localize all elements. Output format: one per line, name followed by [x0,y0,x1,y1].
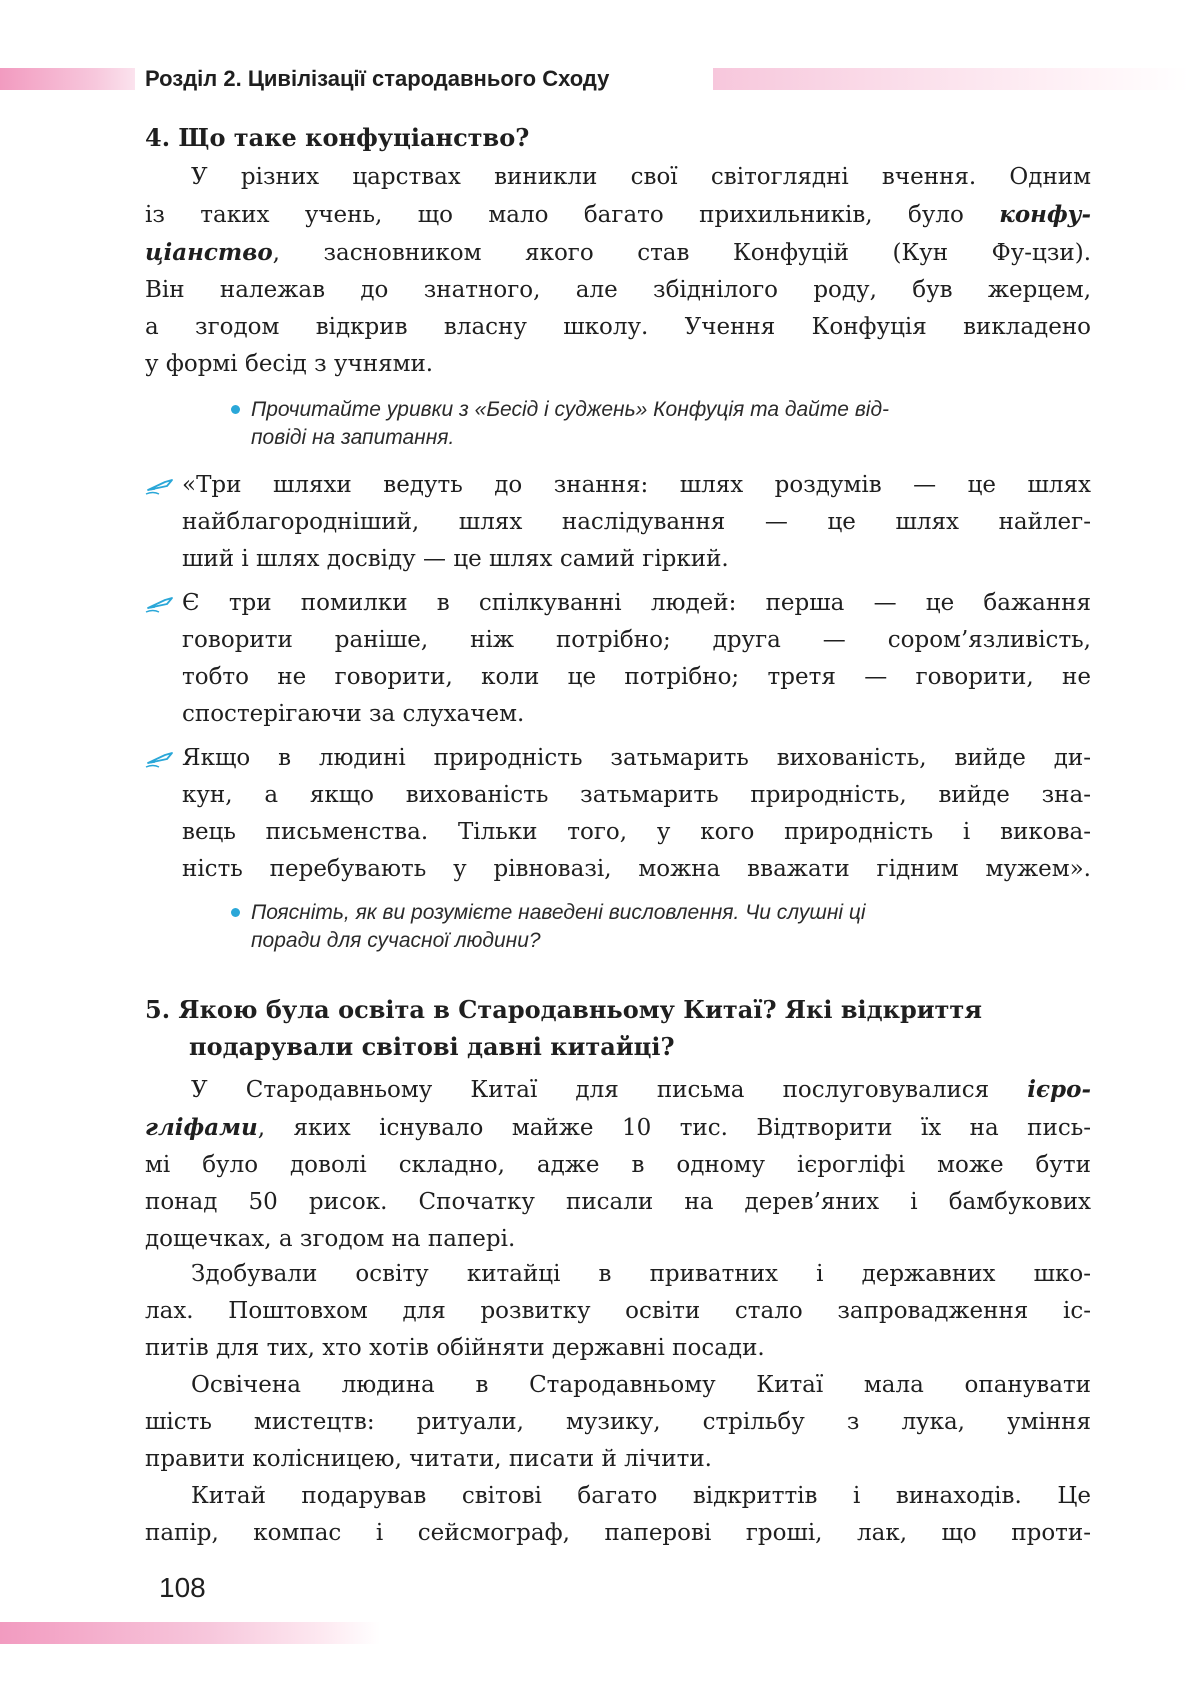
quote-item [145,740,1091,888]
quote-line: Якщо в людині природність затьмарить вихованість, вийде ди- [182,745,1091,771]
quote-line: ший і шлях досвіду — це шлях самий гіркий. [182,546,729,572]
term-hieroglyphs: ієро- [1027,1076,1091,1103]
task-line: повіді на запитання. [251,426,455,449]
paragraph-line: Здобували освіту китайці в приватних і державних шко- [191,1261,1091,1287]
pen-icon [145,473,175,497]
quote-line: тобто не говорити, коли це потрібно; третя — говорити, не [182,664,1091,690]
task-line: Прочитайте уривки з «Бесід і суджень» Конфуція та дайте від- [251,398,890,421]
task-bullet-explain [251,899,1091,955]
paragraph-line: мі було доволі складно, адже в одному ієрогліфі може бути [145,1152,1091,1178]
quote-line: «Три шляхи ведуть до знання: шлях роздумів — це шлях [182,472,1091,498]
paragraph-line [145,1071,1091,1109]
paragraph-line: а згодом відкрив власну школу. Учення Конфуція викладено [145,314,1091,340]
paragraph-line: шість мистецтв: ритуали, музику, стрільбу з лука, уміння [145,1409,1091,1435]
paragraph-line [145,196,1091,234]
quote-line: спостерігаючи за слухачем. [182,701,525,727]
text-run: із таких учень, що мало багато прихильників, було [145,202,1000,228]
term-hieroglyphs-cont: гліфами [145,1114,258,1141]
footer-band [0,1622,380,1644]
quote-line: кун, а якщо вихованість затьмарить природність, вийде зна- [182,782,1091,808]
quote-line: ність перебувають у рівновазі, можна вважати гідним мужем». [182,856,1091,882]
heading-line: подарували світові давні китайці? [189,1032,675,1061]
pen-icon [145,746,175,770]
pen-icon [145,591,175,615]
quote-item [145,585,1091,733]
bullet-dot-icon [231,405,240,414]
page-number: 108 [159,1572,206,1603]
paragraph-line: Він належав до знатного, але збіднілого роду, був жерцем, [145,277,1091,303]
paragraph-line: понад 50 рисок. Спочатку писали на дерев’яних і бамбукових [145,1189,1091,1215]
header-band-left [0,68,135,90]
task-bullet-read [251,396,1091,452]
paragraph-line [145,1109,1091,1147]
task-line: поради для сучасної людини? [251,929,541,952]
paragraph-line: у формі бесід з учнями. [145,351,434,377]
bullet-dot-icon [231,908,240,917]
paragraph-line: Китай подарував світові багато відкриттів і винаходів. Це [191,1483,1091,1509]
text-run: , засновником якого став Конфуцій (Кун Фу-цзи). [272,240,1091,266]
quote-line: найблагородніший, шлях наслідування — це шлях найлег- [182,509,1091,535]
quote-item [145,467,1091,578]
paragraph-line: дощечках, а згодом на папері. [145,1226,516,1252]
section-5-heading [145,991,1091,1065]
section-5-paragraph-2 [145,1256,1091,1367]
task-line: Поясніть, як ви розумієте наведені висловлення. Чи слушні ці [251,901,866,924]
heading-line: 5. Якою була освіта в Стародавньому Китаї? Які відкриття [145,995,982,1024]
section-4-heading: 4. Що таке конфуціанство? [145,123,530,152]
section-5-paragraph-3 [145,1367,1091,1478]
paragraph-line: лах. Поштовхом для розвитку освіти стало запровадження іс- [145,1298,1091,1324]
quote-line: вець письменства. Тільки того, у кого природність і викова- [182,819,1091,845]
section-header-title: Розділ 2. Цивілізації стародавнього Сходу [145,66,610,91]
quote-line: Є три помилки в спілкуванні людей: перша — це бажання [182,590,1091,616]
term-confucianism-cont: ціанство [145,239,273,266]
section-5-paragraph-4 [145,1478,1091,1552]
text-run: , яких існувало майже 10 тис. Відтворити їх на пись- [257,1115,1091,1141]
paragraph-line: питів для тих, хто хотів обійняти державні посади. [145,1335,765,1361]
paragraph-line: Освічена людина в Стародавньому Китаї мала опанувати [191,1372,1091,1398]
term-confucianism: конфу- [999,201,1091,228]
paragraph-line: папір, компас і сейсмограф, паперові гроші, лак, що проти- [145,1520,1091,1546]
paragraph-line: правити колісницею, читати, писати й лічити. [145,1446,712,1472]
paragraph-line [145,234,1091,272]
text-run: У Стародавньому Китаї для письма послуговувалися [191,1077,1028,1103]
paragraph-line: У різних царствах виникли свої світоглядні вчення. Одним [191,164,1091,190]
section-4-paragraph [145,159,1091,383]
section-5-paragraph-1 [145,1071,1091,1258]
header-band-right [713,68,1189,90]
quote-line: говорити раніше, ніж потрібно; друга — сором’язливість, [182,627,1091,653]
